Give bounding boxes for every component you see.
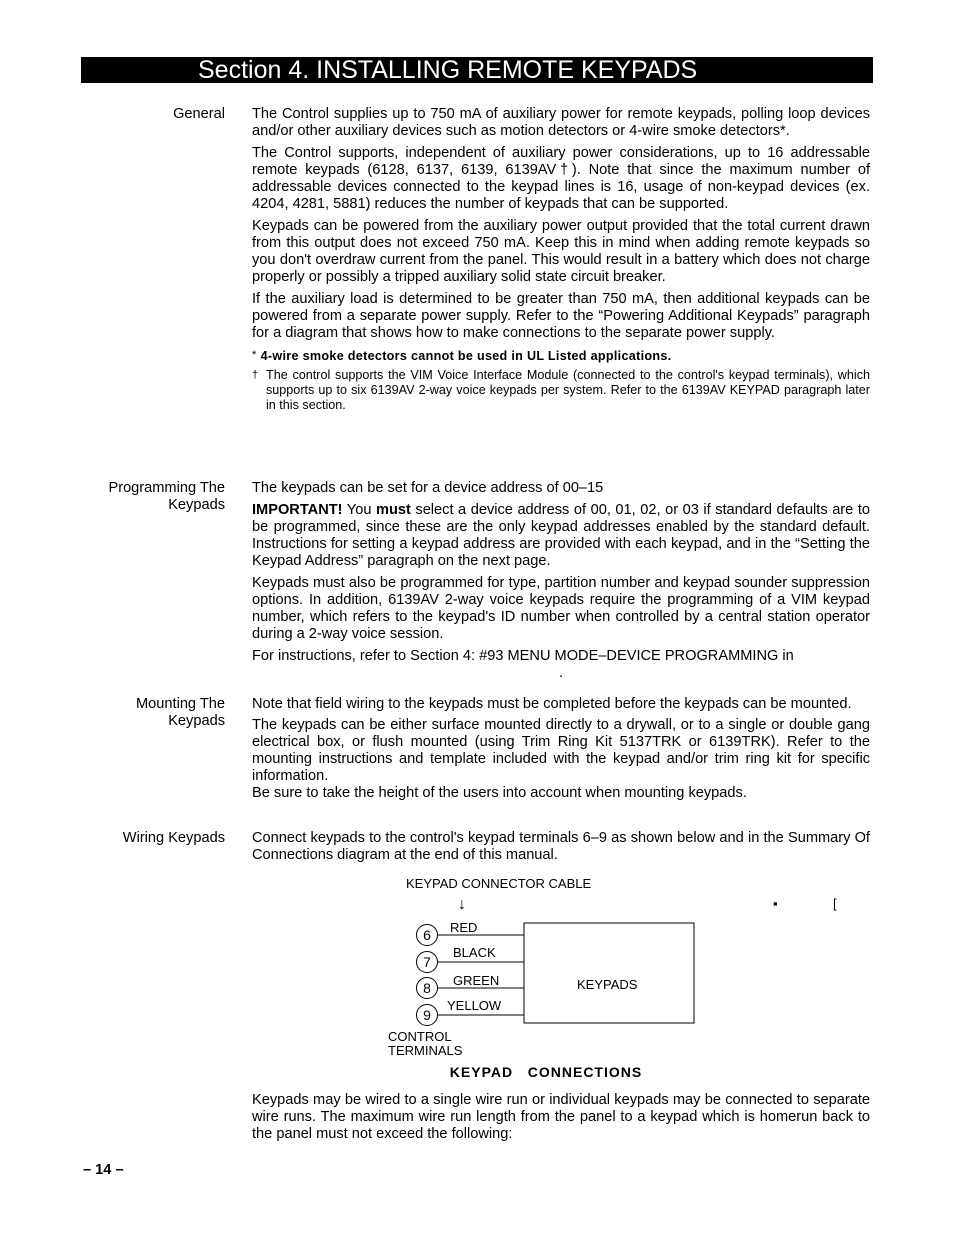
important-label: IMPORTANT! bbox=[252, 502, 343, 518]
wire-label-red: RED bbox=[450, 920, 478, 935]
programming-paragraph-4: For instructions, refer to Section 4: #93 MENU MODE–DEVICE PROGRAMMING in bbox=[252, 648, 794, 664]
keypads-box-label: KEYPADS bbox=[577, 977, 638, 992]
wiring-section-continued bbox=[252, 1092, 870, 1143]
terminal-9-number: 9 bbox=[423, 1007, 431, 1023]
mounting-heading-line2: Keypads bbox=[168, 713, 225, 729]
mounting-paragraph-2: The keypads can be either surface mounted directly to a drywall, or to a single or double gang electrical box, or flush mounted (using Trim Ring Kit 5137TRK or 6139TRK). Refer to the mounting instructions and template included with the keypad and/or trim ring kit for specific information. bbox=[252, 717, 870, 784]
control-terminals-line1: CONTROL bbox=[388, 1029, 452, 1044]
mounting-heading-line1: Mounting The bbox=[136, 696, 225, 712]
general-paragraph-1: The Control supplies up to 750 mA of auxiliary power for remote keypads, polling loop devices and/or other auxiliary devices such as motion detectors or 4-wire smoke detectors*. bbox=[252, 106, 870, 139]
wiring-paragraph-1: Connect keypads to the control's keypad terminals 6–9 as shown below and in the Summary Of Connections diagram at the end of this manual. bbox=[252, 830, 870, 863]
general-paragraph-4: If the auxiliary load is determined to be greater than 750 mA, then additional keypads can be powered from a separate power supply. Refer to the “Powering Additional Keypads” paragraph for a diagram that shows how to make connections to the separate power supply. bbox=[252, 291, 870, 341]
terminal-6-number: 6 bbox=[423, 927, 431, 943]
cable-label: KEYPAD CONNECTOR CABLE bbox=[406, 876, 592, 891]
must-emphasis: must bbox=[375, 502, 411, 518]
general-paragraph-2: The Control supports, independent of auxiliary power considerations, up to 16 addressable remote keypads (6128, 6137, 6139, 6139AV†). Note that since the maximum number of addressable devices connected to the keypad lines is 16, usage of non-keypad devices (ex. 4204, 4281, 5881) reduces the number of keypads that can be supported. bbox=[252, 145, 870, 212]
general-heading: General bbox=[173, 106, 225, 122]
programming-paragraph-1: The keypads can be set for a device address of 00–15 bbox=[252, 480, 604, 496]
wiring-heading: Wiring Keypads bbox=[122, 830, 225, 846]
mounting-paragraph-1: Note that field wiring to the keypads must be completed before the keypads can be mounted. bbox=[252, 696, 852, 712]
footnote-star-mark: * bbox=[252, 349, 257, 361]
programming-trailing-dot: . bbox=[558, 665, 564, 681]
stray-mark-2: [ bbox=[833, 896, 837, 911]
footnote-dagger-mark: † bbox=[252, 369, 259, 381]
general-paragraph-3: Keypads can be powered from the auxiliary power output provided that the total current drawn from this output does not exceed 750 mA. Keep this in mind when adding remote keypads so you don't overdraw current from the panel. This would result in a battery which does not charge properly or possibly a tripped auxiliary solid state circuit breaker. bbox=[252, 218, 870, 285]
diagram-caption: KEYPAD CONNECTIONS bbox=[449, 1064, 643, 1080]
page-number: – 14 – bbox=[83, 1162, 124, 1178]
wire-label-yellow: YELLOW bbox=[447, 998, 502, 1013]
programming-heading-line2: Keypads bbox=[168, 497, 225, 513]
programming-you: You bbox=[342, 502, 376, 518]
terminal-7-number: 7 bbox=[423, 954, 431, 970]
wire-label-green: GREEN bbox=[453, 973, 500, 988]
programming-heading-line1: Programming The bbox=[108, 480, 225, 496]
stray-mark-1: ▪ bbox=[773, 896, 778, 911]
footnote-dagger-text: The control supports the VIM Voice Interface Module (connected to the control's keypad terminals), which supports up to six 6139AV 2-way voice keypads per system. Refer to the 6139AV KEYPAD paragraph later in this section. bbox=[266, 368, 870, 412]
cable-arrow: ↓ bbox=[458, 896, 466, 913]
footnote-star-text: 4-wire smoke detectors cannot be used in UL Listed applications. bbox=[260, 349, 672, 363]
control-terminals-line2: TERMINALS bbox=[388, 1043, 463, 1058]
keypads-box bbox=[524, 923, 694, 1023]
mounting-paragraph-3: Be sure to take the height of the users into account when mounting keypads. bbox=[252, 785, 747, 801]
programming-paragraph-2-text: select a device address of 00, 01, 02, or 03 if standard defaults are to be programmed, since these are the only keypad addresses enabled by the standard default. Instructions for setting a keypad address are provided with each keypad, and in the “Setting the Keypad Address” paragraph on the next page. bbox=[252, 502, 870, 569]
programming-paragraph-3: Keypads must also be programmed for type, partition number and keypad sounder suppression options. In addition, 6139AV 2-way voice keypads require the programming of a VIM keypad number, which refers to the keypad's ID number when controlled by a central station operator during a 2-way voice session. bbox=[252, 575, 870, 642]
terminal-8-number: 8 bbox=[423, 980, 431, 996]
wiring-paragraph-2: Keypads may be wired to a single wire run or individual keypads may be connected to separate wire runs. The maximum wire run length from the panel to a keypad which is homerun back to the panel must not exceed the following: bbox=[252, 1092, 870, 1142]
section-title: Section 4. INSTALLING REMOTE KEYPADS bbox=[198, 56, 698, 84]
wire-label-black: BLACK bbox=[453, 945, 496, 960]
